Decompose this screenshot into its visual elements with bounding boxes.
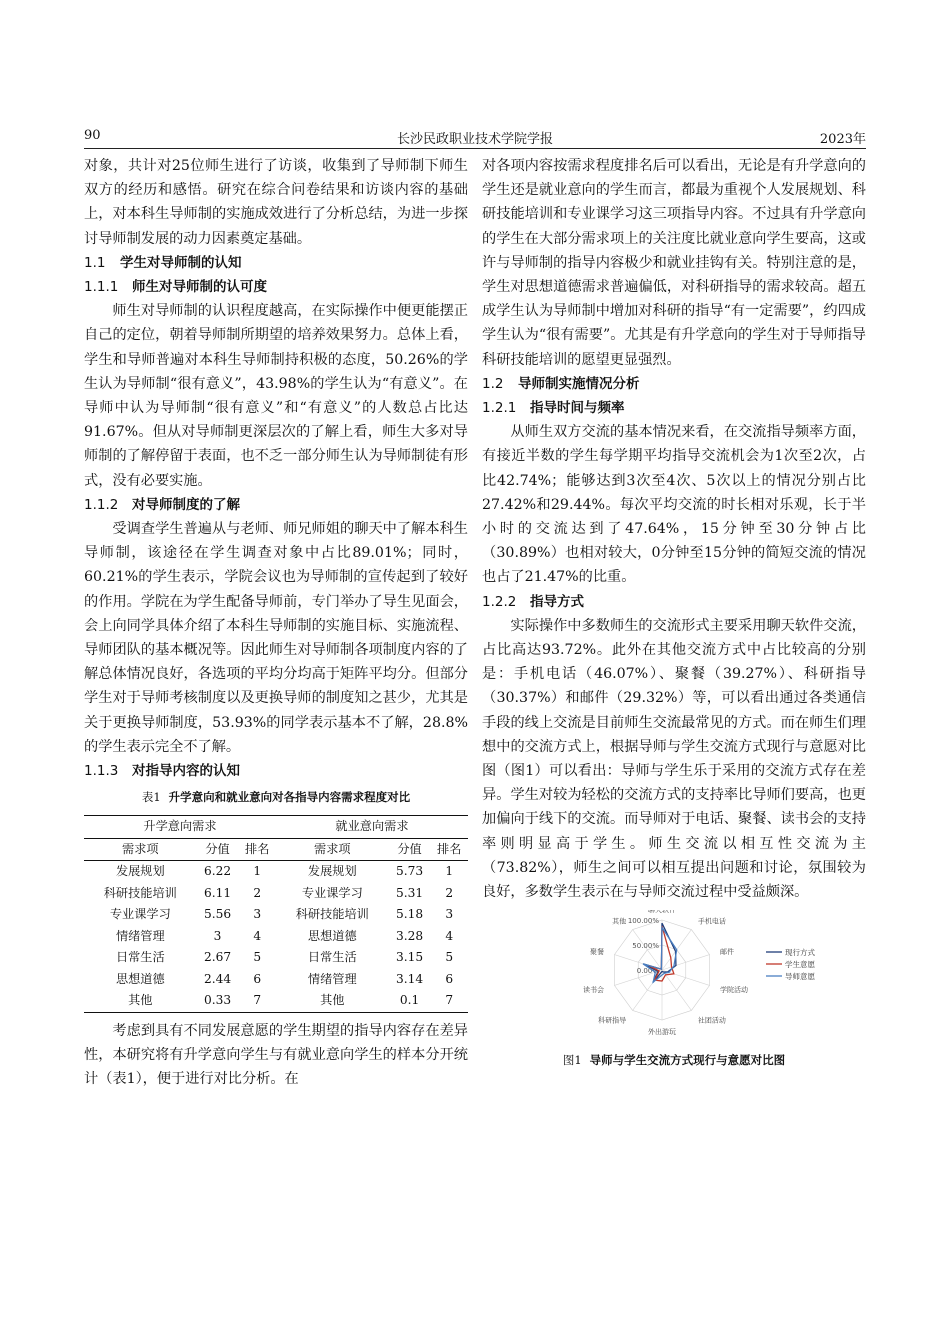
table-cell: 1 xyxy=(253,864,262,879)
table-cell: 日常生活 xyxy=(115,950,165,965)
table-cell: 科研技能培训 xyxy=(103,885,177,900)
table-cell: 2 xyxy=(253,885,262,900)
table-cell: 2.44 xyxy=(203,971,232,986)
column-header: 需求项 xyxy=(276,838,389,861)
table-row xyxy=(84,990,468,1012)
table-cell: 3 xyxy=(253,907,262,922)
table-cell: 专业课学习 xyxy=(109,907,171,922)
tick-label: 100.00% xyxy=(627,917,659,926)
axis-label: 聊天软件 xyxy=(648,910,676,915)
paragraph: 实际操作中多数师生的交流形式主要采用聊天软件交流，占比高达93.72%。此外在其他交流方式中占比较高的分别是：手机电话（46.07%）、聚餐（39.27%）、科研指导（30.37%）和邮件（29.32%）等，可以看出通过各类通信手段的线上交流是目前师生交流最常见的方式。而在师生们理想中的交流方式上，根据导师与学生交流方式现行与意愿对比图（图1）可以看出：导师与学生乐于采用的交流方式存在差异。学生对较为轻松的交流方式的支持率比导师们要高，也更加偏向于线下的交流。而导师对于电话、聚餐、读书会的支持率则明显高于学生。师生交流以相互性交流为主（73.82%），师生之间可以相互提出问题和讨论，氛围较为良好，多数学生表示在与导师交流过程中受益颇深。 xyxy=(482,617,866,901)
table-caption: 表1 升学意向和就业意向对各指导内容需求程度对比 xyxy=(141,790,411,805)
table-cell: 3.28 xyxy=(395,928,424,943)
table-row xyxy=(84,861,468,883)
table-cell: 4 xyxy=(253,928,262,943)
subsection-heading: 1.1.3 对指导内容的认知 xyxy=(84,763,240,780)
table-cell: 日常生活 xyxy=(307,950,357,965)
page-header xyxy=(84,128,866,148)
table-cell: 2 xyxy=(445,885,454,900)
table-cell: 1 xyxy=(445,864,454,879)
legend-label: 现行方式 xyxy=(785,948,815,958)
journal-year: 2023年 xyxy=(819,132,866,147)
subsection-heading: 1.2.2 指导方式 xyxy=(482,593,584,610)
table-cell: 0.33 xyxy=(197,990,239,1012)
table-cell: 情绪管理 xyxy=(307,971,357,986)
section-heading: 1.2 导师制实施情况分析 xyxy=(482,375,640,392)
axis-label: 读书会 xyxy=(582,986,604,995)
needs-comparison-table xyxy=(84,815,468,1013)
paragraph: 师生对导师制的认识程度越高，在实际操作中便更能摆正自己的定位，朝着导师制所期望的培养效果努力。总体上看，学生和导师普遍对本科生导师制持积极的态度，50.26%的学生认为导师制“很有意义”，43.98%的学生认为“有意义”。在导师中认为导师制“很有意义”和“有意义”的人数总占比达91.67%。但从对导师制更深层次的了解上看，师生大多对导师制的了解停留于表面，也不乏一部分师生认为导师制徒有形式，没有必要实施。 xyxy=(84,303,468,489)
column-header: 分值 xyxy=(389,838,431,861)
table-cell: 7 xyxy=(238,990,276,1012)
axis-label: 科研指导 xyxy=(598,1016,627,1025)
table-cell: 3 xyxy=(445,907,454,922)
paragraph: 从师生双方交流的基本情况来看，在交流指导频率方面，有接近半数的学生每学期平均指导交流机会为1次至2次，占比42.74%；能够达到3次至4次、5次以上的情况分别占比27.42%和29.44%。每次平均交流的时长相对乐观，长于半小时的交流达到了47.64%，15分钟至30分钟占比（30.89%）也相对较大，0分钟至15分钟的简短交流的情况也占了21.47%的比重。 xyxy=(482,424,866,586)
journal-title: 长沙民政职业技术学院学报 xyxy=(396,132,553,147)
group-header: 升学意向需求 xyxy=(84,816,276,839)
table-cell: 6.11 xyxy=(203,885,232,900)
table-cell: 4 xyxy=(445,928,454,943)
table-cell: 0.1 xyxy=(389,990,431,1012)
axis-label: 外出游玩 xyxy=(648,1028,676,1037)
table-cell: 发展规划 xyxy=(307,864,357,879)
column-header: 排名 xyxy=(430,838,468,861)
paragraph: 考虑到具有不同发展意愿的学生期望的指导内容存在差异性，本研究将有升学意向学生与有就业意向学生的样本分开统计（表1），便于进行对比分析。在 xyxy=(84,1022,468,1088)
axis-label: 其他 xyxy=(612,917,627,926)
subsection-heading: 1.2.1 指导时间与频率 xyxy=(482,400,625,417)
axis-spoke xyxy=(662,970,691,1010)
table-cell: 6.22 xyxy=(203,864,232,879)
axis-label: 手机电话 xyxy=(697,917,726,926)
group-header: 就业意向需求 xyxy=(276,816,468,839)
axis-label: 社团活动 xyxy=(697,1016,726,1025)
radar-chart xyxy=(482,910,866,1040)
table-cell: 科研技能培训 xyxy=(295,907,369,922)
table-cell: 其他 xyxy=(276,990,389,1012)
table-cell: 2.67 xyxy=(203,950,232,965)
section-heading: 1.1 学生对导师制的认知 xyxy=(84,254,242,271)
table-cell: 6 xyxy=(445,971,454,986)
tick-label: 50.00% xyxy=(632,942,659,951)
table-cell: 专业课学习 xyxy=(301,885,363,900)
paragraph: 受调查学生普遍从与老师、师兄师姐的聊天中了解本科生导师制，该途径在学生调查对象中占比89.01%；同时，60.21%的学生表示，学院会议也为导师制的宣传起到了较好的作用。学院在为学生配备导师前，专门举办了导生见面会，会上向同学具体介绍了本科生导师制的实施目标、实施流程、导师团队的基本概况等。因此师生对导师制各项制度内容的了解总体情况良好，各选项的平均分均高于矩阵平均分。但部分学生对于导师考核制度以及更换导师的制度知之甚少，尤其是关于更换导师制度，53.93%的同学表示基本不了解，28.8%的学生表示完全不了解。 xyxy=(84,521,468,755)
right-column xyxy=(482,154,866,1073)
table-cell: 3.15 xyxy=(395,950,424,965)
subsection-heading: 1.1.1 师生对导师制的认可度 xyxy=(84,279,267,296)
column-header: 排名 xyxy=(238,838,276,861)
header-rule xyxy=(84,148,866,149)
table-row xyxy=(84,883,468,905)
table-cell: 情绪管理 xyxy=(115,928,165,943)
table-cell: 5.31 xyxy=(395,885,424,900)
table-cell: 3 xyxy=(213,928,222,943)
figure-caption: 图1 导师与学生交流方式现行与意愿对比图 xyxy=(562,1053,786,1068)
paragraph: 对象，共计对25位师生进行了访谈，收集到了导师制下师生双方的经历和感悟。研究在综合问卷结果和访谈内容的基础上，对本科生导师制的实施成效进行了分析总结，为进一步探讨导师制发展的动力因素奠定基础。 xyxy=(84,158,468,247)
subsection-heading: 1.1.2 对导师制度的了解 xyxy=(84,496,240,513)
table-cell: 5.56 xyxy=(203,907,232,922)
table-cell: 6 xyxy=(253,971,262,986)
page-number: 90 xyxy=(84,128,101,143)
left-column xyxy=(84,154,468,1092)
table-cell: 5 xyxy=(253,950,262,965)
paragraph: 对各项内容按需求程度排名后可以看出，无论是有升学意向的学生还是就业意向的学生而言，都最为重视个人发展规划、科研技能培训和专业课学习这三项指导内容。不过具有升学意向的学生在大部分需求项上的关注度比就业意向学生要高，这或许与导师制的指导内容极少和就业挂钩有关。特别注意的是，学生对思想道德需求普遍偏低，对科研指导的需求较高。超五成学生认为导师制中增加对科研的指导“有一定需要”，约四成学生认为“很有需要”。尤其是有升学意向的学生对于导师指导科研技能培训的愿望更显强烈。 xyxy=(482,158,866,368)
table-cell: 其他 xyxy=(84,990,197,1012)
table-row xyxy=(84,947,468,969)
radar-chart-figure xyxy=(482,910,866,1040)
table-cell: 5 xyxy=(445,950,454,965)
column-header: 需求项 xyxy=(84,838,197,861)
axis-label: 学院活动 xyxy=(720,986,749,995)
table-row xyxy=(84,904,468,926)
table-row xyxy=(84,969,468,991)
axis-label: 聚餐 xyxy=(589,948,604,957)
table-cell: 思想道德 xyxy=(115,971,165,986)
column-header: 分值 xyxy=(197,838,239,861)
axis-label: 邮件 xyxy=(720,948,735,957)
table-cell: 5.18 xyxy=(395,907,424,922)
table-row xyxy=(84,926,468,948)
table-cell: 思想道德 xyxy=(307,928,357,943)
table-cell: 5.73 xyxy=(395,864,424,879)
table-cell: 发展规划 xyxy=(115,864,165,879)
legend-label: 学生意愿 xyxy=(785,960,815,970)
table-cell: 7 xyxy=(430,990,468,1012)
table-cell: 3.14 xyxy=(395,971,424,986)
tick-label: 0.00% xyxy=(636,967,659,976)
legend-label: 导师意愿 xyxy=(785,972,815,982)
